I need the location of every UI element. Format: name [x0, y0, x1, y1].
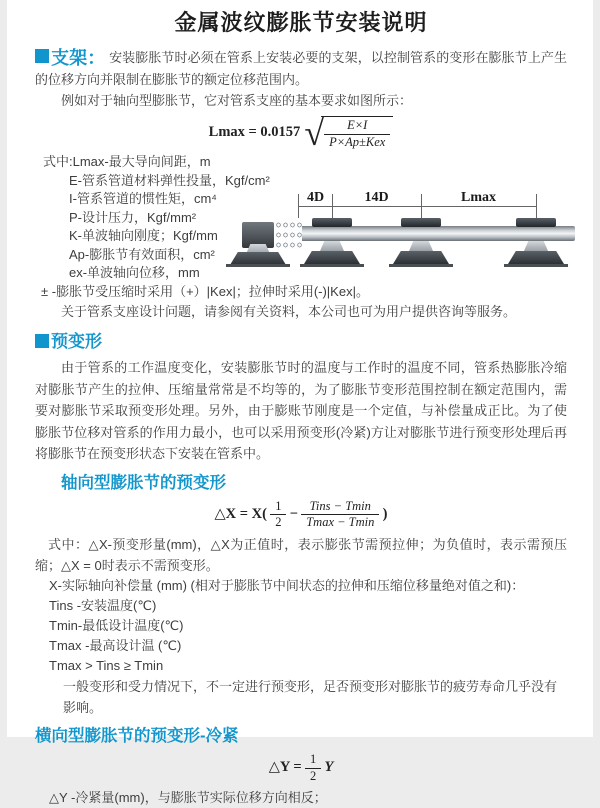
- lateral-subsection-heading: 横向型膨胀节的预变形-冷紧: [35, 727, 239, 745]
- support-foot: [504, 264, 568, 267]
- fraction-denominator: 2: [309, 768, 317, 783]
- minus-sign: −: [289, 505, 298, 522]
- pipe-support-diagram: [242, 191, 578, 291]
- section-marker-icon: [35, 334, 49, 348]
- sqrt-sign-icon: √: [304, 112, 325, 153]
- lmax-formula: [35, 112, 567, 153]
- sqrt-radical: [304, 112, 393, 153]
- fraction-denominator: Tmax − Tmin: [306, 515, 375, 530]
- support-foot: [389, 264, 453, 267]
- page-title: 金属波纹膨胀节安装说明: [174, 10, 428, 35]
- document-page: [7, 0, 593, 806]
- section-marker-icon: [35, 49, 49, 63]
- lmax-formula-numerator: E×I: [324, 118, 390, 135]
- support-saddle: [409, 241, 433, 251]
- axial-formula-close: ): [382, 505, 388, 522]
- predeform-body-text: 由于管系的工作温度变化，安装膨胀节时的温度与工作时的温度不同，管系热膨胀冷缩对膨胀节产生的拉伸、压缩量常常是不均等的，为了膨胀节变形范围控制在额定范围内，需要对膨胀节采取预变形处理。另外，由于膨账节刚度是一个定值，与补偿量成正比。为了使膨胀节位移对管系的作用力最小，也可以采用预变形(冷紧)方让对膨胀节进行预变形处理后再将膨胀节在预变形状态下安装在管系中。: [35, 360, 567, 462]
- predeform-heading-label: 预变形: [51, 332, 102, 352]
- definition-line: P-设计压力，Kgf/mm²: [69, 209, 197, 225]
- definition-line: 式中:Lmax-最大导向间距，m: [43, 154, 211, 170]
- lmax-formula-lhs: Lmax = 0.0157: [208, 124, 301, 141]
- consult-note: 关于管系支座设计问题，请参阅有关资料，本公司也可为用户提供咨询等服务。: [61, 304, 517, 320]
- dimension-label-lmax: Lmax: [461, 190, 496, 205]
- definition-line: Ap-膨胀节有效面积，cm²: [69, 246, 215, 262]
- temperature-line: Tmax > Tins ≥ Tmin: [49, 658, 164, 673]
- plus-minus-note: ± -膨胀节受压缩时采用（+）|Kex|；拉伸时采用(-)|Kex|。: [41, 283, 369, 299]
- fraction-numerator: Tins − Tmin: [301, 499, 379, 516]
- support-clamp: [312, 218, 352, 227]
- support-saddle: [320, 241, 344, 251]
- fraction-denominator: 2: [275, 515, 282, 530]
- support-saddle: [524, 241, 548, 251]
- one-half-fraction: [270, 499, 286, 531]
- lateral-formula: [35, 752, 567, 784]
- definition-line: ex-单波轴向位移，mm: [69, 265, 200, 281]
- fraction-numerator: 1: [305, 752, 321, 769]
- anchor-support: [226, 218, 290, 268]
- predeform-section-heading: [35, 331, 567, 353]
- guide-support: [504, 218, 568, 268]
- x-definition-line: X-实际轴向补偿量 (mm) (相对于膨胀节中间状态的拉伸和压缩位移量绝对值之和)：: [49, 578, 525, 593]
- dimension-label-4d: 4D: [306, 190, 325, 205]
- fraction-numerator: 1: [270, 499, 286, 516]
- temperature-line: Tmin-最低设计温度(℃): [49, 618, 184, 633]
- support-foot: [300, 264, 364, 267]
- temperature-line: Tmax -最高设计温 (℃): [49, 638, 182, 653]
- lateral-formula-lhs: △Y =: [268, 759, 302, 776]
- definition-line: I-管系管道的惯性矩，cm⁴: [69, 191, 217, 207]
- support-section-lead: [35, 47, 567, 90]
- support-clamp: [516, 218, 556, 227]
- cold-tightening-note: △Y -冷紧量(mm)，与膨胀节实际位移方向相反；: [49, 790, 327, 806]
- axial-formula: [35, 499, 567, 531]
- one-half-fraction: [305, 752, 321, 784]
- axial-where-text: 式中：△X-预变形量(mm)，△X为正值时，表示膨张节需预拉伸；为负值时，表示需预压缩；△X = 0时表示不需预变形。: [35, 537, 567, 573]
- dimension-label-14d: 14D: [364, 190, 389, 205]
- support-example-text: 例如对于轴向型膨胀节，它对管系支座的基本要求如图所示：: [61, 93, 413, 108]
- axial-subsection-heading: 轴向型膨胀节的预变形: [61, 473, 226, 492]
- general-note-text: 一般变形和受力情况下，不一定进行预变形，足否预变形对膨胀节的疲劳寿命几乎没有影响。: [63, 679, 558, 715]
- axial-variable-lines: [35, 576, 567, 676]
- support-foot: [226, 264, 290, 267]
- support-base: [304, 251, 360, 264]
- definition-line: K-单波轴向刚度；Kgf/mm: [69, 228, 218, 244]
- support-base: [508, 251, 564, 264]
- axial-formula-lhs: △X = X(: [214, 505, 267, 522]
- support-clamp: [401, 218, 441, 227]
- support-base: [393, 251, 449, 264]
- temperature-fraction: [301, 499, 379, 531]
- guide-support: [389, 218, 453, 268]
- guide-support: [300, 218, 364, 268]
- support-section-heading: 支架：: [51, 48, 106, 68]
- definition-line: E-管系管道材料弹性投量，Kgf/cm²: [69, 172, 270, 188]
- support-intro-text: 安装膨胀节时必须在管系上安装必要的支架，以控制管系的变形在膨胀节上产生的位移方向并限制在膨胀节的额定位移范围内。: [35, 50, 567, 87]
- dimension-line: [298, 206, 537, 207]
- lateral-formula-rhs: Y: [324, 759, 334, 776]
- temperature-line: Tins -安装温度(℃): [49, 598, 157, 613]
- lmax-formula-denominator: P×Ap±Kex: [329, 134, 386, 149]
